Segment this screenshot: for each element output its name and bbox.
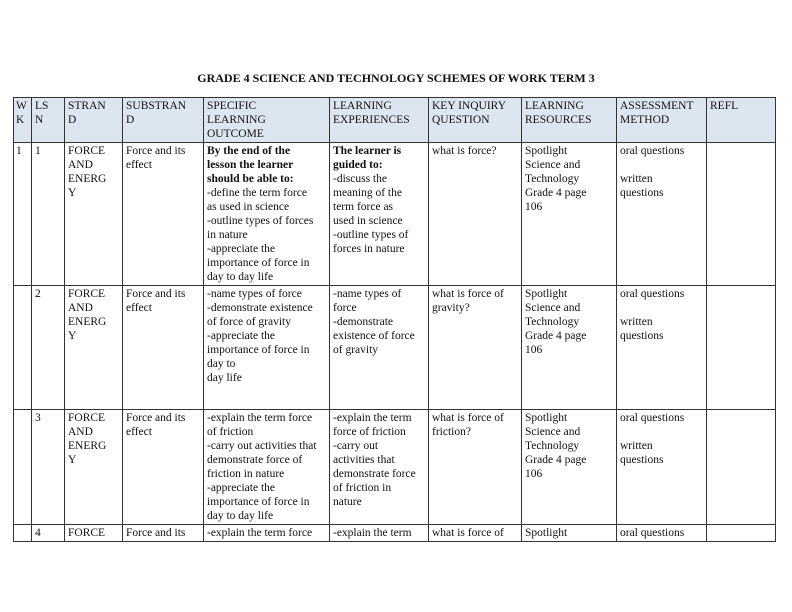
outcome-text: -name types of force -demonstrate existence of force of gravity -appreciate the importance of force in day to day life [207,288,313,384]
header-assessment: ASSESSMENT METHOD [617,98,707,143]
lesson-cell: 1 [32,143,65,286]
header-substrand: SUBSTRAN D [123,98,204,143]
week-cell: 1 [14,143,32,286]
resources-cell: Spotlight Science and Technology Grade 4 page 106 [522,143,617,286]
experiences-cell [330,143,429,286]
assessment-cell: oral questions [617,525,707,542]
reflection-cell [707,286,776,410]
substrand-cell: Force and its effect [123,286,204,410]
experiences-text: -discuss the meaning of the term force as used in science -outline types of forces in nature [333,173,409,255]
assessment-cell: oral questions written questions [617,143,707,286]
week-cell [14,525,32,542]
lesson-cell: 2 [32,286,65,410]
week-cell [14,410,32,525]
header-row [14,98,776,143]
table-row [14,525,776,542]
experiences-cell [330,525,429,542]
resources-cell: Spotlight [522,525,617,542]
scheme-of-work-table [13,97,776,542]
experiences-text: -explain the term force of friction -carry out activities that demonstrate force of friction in nature [333,412,416,508]
header-outcome: SPECIFIC LEARNING OUTCOME [204,98,330,143]
experiences-text: -explain the term [333,527,412,539]
strand-cell: FORCE [65,525,123,542]
outcome-text: -explain the term force of friction -carry out activities that demonstrate force of friction in nature -appreciate the importance of force in day to day life [207,412,317,522]
header-strand: STRAN D [65,98,123,143]
experiences-cell [330,410,429,525]
lesson-cell: 4 [32,525,65,542]
substrand-cell: Force and its effect [123,410,204,525]
header-question: KEY INQUIRY QUESTION [429,98,522,143]
header-week: W K [14,98,32,143]
outcome-cell [204,525,330,542]
question-cell: what is force? [429,143,522,286]
question-cell: what is force of [429,525,522,542]
experiences-cell [330,286,429,410]
strand-cell: FORCE AND ENERG Y [65,286,123,410]
lesson-cell: 3 [32,410,65,525]
reflection-cell [707,410,776,525]
outcome-text: -explain the term force [207,527,313,539]
outcome-cell [204,286,330,410]
question-cell: what is force of gravity? [429,286,522,410]
header-resources: LEARNING RESOURCES [522,98,617,143]
document-title: GRADE 4 SCIENCE AND TECHNOLOGY SCHEMES OF WORK TERM 3 [197,71,595,85]
table-row [14,410,776,525]
experiences-intro: The learner is guided to: [333,145,402,171]
outcome-intro: By the end of the lesson the learner should be able to: [207,145,294,185]
header-lesson: LS N [32,98,65,143]
reflection-cell [707,525,776,542]
assessment-cell: oral questions written questions [617,286,707,410]
table-row [14,143,776,286]
strand-cell: FORCE AND ENERG Y [65,143,123,286]
substrand-cell: Force and its [123,525,204,542]
strand-cell: FORCE AND ENERG Y [65,410,123,525]
table-row [14,286,776,410]
outcome-cell [204,410,330,525]
header-experiences: LEARNING EXPERIENCES [330,98,429,143]
resources-cell: Spotlight Science and Technology Grade 4 page 106 [522,410,617,525]
reflection-cell [707,143,776,286]
resources-cell: Spotlight Science and Technology Grade 4 page 106 [522,286,617,410]
experiences-text: -name types of force -demonstrate existence of force of gravity [333,288,415,356]
week-cell [14,286,32,410]
assessment-cell: oral questions written questions [617,410,707,525]
substrand-cell: Force and its effect [123,143,204,286]
header-reflection: REFL [707,98,776,143]
outcome-text: -define the term force as used in science -outline types of forces in nature -appreciate the importance of force in day to day life [207,187,314,283]
question-cell: what is force of friction? [429,410,522,525]
outcome-cell [204,143,330,286]
